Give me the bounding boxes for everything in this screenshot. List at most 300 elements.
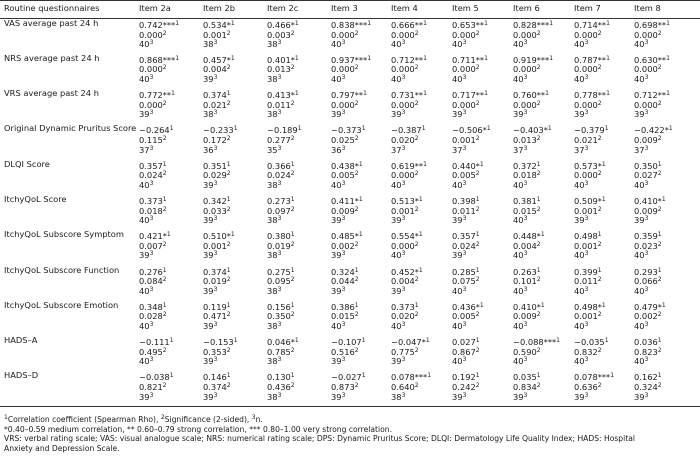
sample-size-value: $39^3$	[203, 356, 218, 367]
coefficient-value: 0.698**$^1$	[634, 20, 670, 30]
sample-size-value: $40^3$	[634, 285, 649, 296]
coefficient-value: 0.401*$^1$	[267, 54, 299, 65]
significance-value: 0.024$^2$	[139, 170, 167, 181]
coefficient-value: $-0.027^1$	[331, 372, 366, 383]
coefficient-value: $-0.264^1$	[139, 125, 174, 136]
significance-value: 0.867$^2$	[452, 346, 480, 357]
coefficient-value: 0.357$^1$	[139, 160, 167, 171]
sample-size-value: $39^3$	[513, 109, 528, 120]
coefficient-value: 0.554*$^1$	[391, 231, 423, 242]
sample-size-value: $39^3$	[634, 391, 649, 402]
coefficient-value: 0.146$^1$	[203, 372, 231, 383]
coefficient-value: 0.712**$^1$	[391, 54, 427, 65]
correlation-cell	[509, 371, 570, 406]
correlation-cell	[387, 301, 448, 336]
sample-size-value: $39^3$	[139, 391, 154, 402]
table-row	[0, 336, 700, 371]
coefficient-value: 0.868***$^1$	[139, 54, 180, 65]
correlation-cell	[387, 124, 448, 159]
coefficient-value: 0.619**$^1$	[391, 160, 427, 171]
significance-value: 0.832$^2$	[574, 346, 602, 357]
coefficient-value: 0.359$^1$	[634, 231, 662, 242]
correlation-cell	[263, 266, 327, 301]
correlation-cell	[199, 160, 263, 195]
significance-value: 0.353$^2$	[203, 346, 231, 357]
coefficient-value: 0.366$^1$	[267, 160, 295, 171]
sample-size-value: $40^3$	[574, 321, 589, 332]
sample-size-value: $40^3$	[452, 179, 467, 190]
significance-value: 0.005$^2$	[452, 170, 480, 181]
sample-size-value: $40^3$	[139, 39, 154, 50]
sample-size-value: $39^3$	[203, 321, 218, 332]
row-label: NRS average past 24 h	[4, 52, 100, 63]
sample-size-value: $40^3$	[139, 73, 154, 84]
correlation-cell	[263, 195, 327, 230]
sample-size-value: $39^3$	[331, 250, 346, 261]
significance-value: 0.775$^2$	[391, 346, 419, 357]
correlation-cell	[570, 301, 630, 336]
significance-value: 0.000$^2$	[513, 29, 541, 40]
table-row	[0, 160, 700, 195]
correlation-cell	[448, 371, 509, 406]
correlation-cell	[570, 195, 630, 230]
sample-size-value: $40^3$	[574, 250, 589, 261]
row-label: VRS average past 24 h	[4, 88, 99, 99]
coefficient-value: 0.742***$^1$	[139, 20, 180, 30]
correlation-cell	[570, 19, 630, 54]
footnotes	[4, 415, 696, 453]
sample-size-value: $40^3$	[634, 73, 649, 84]
sample-size-value: $38^3$	[267, 39, 282, 50]
significance-value: 0.000$^2$	[452, 64, 480, 75]
sample-size-value: $39^3$	[452, 109, 467, 120]
sample-size-value: $40^3$	[331, 321, 346, 332]
correlation-cell	[448, 160, 509, 195]
correlation-cell	[263, 336, 327, 371]
sample-size-value: $37^3$	[634, 144, 649, 155]
correlation-cell	[509, 266, 570, 301]
sample-size-value: $38^3$	[391, 391, 406, 402]
significance-value: 0.000$^2$	[139, 99, 167, 110]
correlation-cell	[135, 371, 199, 406]
significance-value: 0.013$^2$	[513, 134, 541, 145]
coefficient-value: $-0.038^1$	[139, 372, 174, 383]
significance-value: 0.000$^2$	[331, 29, 359, 40]
coefficient-value: 0.714**$^1$	[574, 20, 610, 30]
coefficient-value: 0.285$^1$	[452, 266, 480, 277]
significance-value: 0.011$^2$	[452, 205, 480, 216]
sample-size-value: $39^3$	[574, 215, 589, 226]
sample-size-value: $38^3$	[267, 179, 282, 190]
sample-size-value: $39^3$	[331, 109, 346, 120]
row-label: ItchyQoL Subscore Emotion	[4, 299, 119, 310]
coefficient-value: 0.479*$^1$	[634, 301, 666, 312]
significance-value: 0.097$^2$	[267, 205, 295, 216]
correlation-cell	[448, 89, 509, 124]
significance-value: 0.000$^2$	[452, 99, 480, 110]
sample-size-value: $40^3$	[391, 321, 406, 332]
significance-value: 0.018$^2$	[513, 170, 541, 181]
significance-value: 0.001$^2$	[203, 29, 231, 40]
correlation-cell	[448, 336, 509, 371]
coefficient-value: 0.919***$^1$	[513, 54, 554, 65]
coefficient-value: 0.381$^1$	[513, 195, 541, 206]
correlation-cell	[327, 371, 387, 406]
correlation-cell	[387, 371, 448, 406]
significance-value: 0.821$^2$	[139, 382, 167, 393]
sample-size-value: $39^3$	[634, 215, 649, 226]
sample-size-value: $37^3$	[139, 144, 154, 155]
sample-size-value: $40^3$	[574, 356, 589, 367]
sample-size-value: $40^3$	[634, 250, 649, 261]
significance-value: 0.000$^2$	[391, 240, 419, 251]
correlation-cell	[509, 19, 570, 54]
significance-value: 0.044$^2$	[331, 276, 359, 287]
coefficient-value: 0.130$^1$	[267, 372, 295, 383]
coefficient-value: 0.357$^1$	[452, 231, 480, 242]
table-row	[0, 19, 700, 54]
significance-value: 0.066$^2$	[634, 276, 662, 287]
significance-value: 0.001$^2$	[203, 240, 231, 251]
coefficient-value: 0.653**$^1$	[452, 20, 488, 30]
sample-size-value: $39^3$	[331, 391, 346, 402]
significance-value: 0.590$^2$	[513, 346, 541, 357]
sample-size-value: $40^3$	[634, 179, 649, 190]
sample-size-value: $39^3$	[513, 391, 528, 402]
correlation-cell	[570, 371, 630, 406]
coefficient-value: 0.374$^1$	[203, 90, 231, 101]
sample-size-value: $40^3$	[574, 179, 589, 190]
coefficient-value: 0.711**$^1$	[452, 54, 488, 65]
coefficient-value: 0.509*$^1$	[574, 195, 606, 206]
correlation-cell	[630, 54, 700, 89]
sample-size-value: $38^3$	[267, 321, 282, 332]
coefficient-value: 0.413*$^1$	[267, 90, 299, 101]
correlation-cell	[570, 89, 630, 124]
column-header-item: Item 7	[574, 3, 601, 14]
sample-size-value: $37^3$	[391, 144, 406, 155]
coefficient-value: 0.436*$^1$	[452, 301, 484, 312]
sample-size-value: $39^3$	[203, 285, 218, 296]
correlation-cell	[448, 124, 509, 159]
correlation-cell	[135, 230, 199, 265]
table-row	[0, 54, 700, 89]
correlation-cell	[327, 89, 387, 124]
significance-value: 0.636$^2$	[574, 382, 602, 393]
correlation-cell	[448, 54, 509, 89]
significance-value: 0.000$^2$	[574, 29, 602, 40]
column-header-item: Item 2c	[267, 3, 299, 14]
coefficient-value: 0.717**$^1$	[452, 90, 488, 101]
significance-value: 0.013$^2$	[267, 64, 295, 75]
coefficient-value: 0.937***$^1$	[331, 54, 372, 65]
coefficient-value: 0.438*$^1$	[331, 160, 363, 171]
sample-size-value: $40^3$	[391, 250, 406, 261]
correlation-cell	[448, 230, 509, 265]
table-row	[0, 195, 700, 230]
coefficient-value: 0.485*$^1$	[331, 231, 363, 242]
sample-size-value: $38^3$	[267, 391, 282, 402]
correlation-cell	[135, 266, 199, 301]
significance-value: 0.000$^2$	[634, 64, 662, 75]
coefficient-value: $-0.153^1$	[203, 337, 238, 348]
sample-size-value: $39^3$	[452, 215, 467, 226]
sample-size-value: $40^3$	[634, 39, 649, 50]
sample-size-value: $37^3$	[513, 144, 528, 155]
significance-value: 0.021$^2$	[574, 134, 602, 145]
correlation-cell	[199, 230, 263, 265]
sample-size-value: $39^3$	[391, 356, 406, 367]
correlation-cell	[387, 266, 448, 301]
coefficient-value: 0.386$^1$	[331, 301, 359, 312]
coefficient-value: 0.293$^1$	[634, 266, 662, 277]
significance-value: 0.004$^2$	[513, 240, 541, 251]
correlation-cell	[509, 54, 570, 89]
sample-size-value: $36^3$	[203, 144, 218, 155]
correlation-cell	[387, 19, 448, 54]
sample-size-value: $40^3$	[391, 39, 406, 50]
coefficient-value: 0.828***$^1$	[513, 20, 554, 30]
sample-size-value: $37^3$	[452, 144, 467, 155]
significance-value: 0.115$^2$	[139, 134, 167, 145]
coefficient-value: 0.573*$^1$	[574, 160, 606, 171]
coefficient-value: 0.035$^1$	[513, 372, 541, 383]
sample-size-value: $40^3$	[513, 215, 528, 226]
coefficient-value: 0.498*$^1$	[574, 301, 606, 312]
significance-value: 0.000$^2$	[574, 64, 602, 75]
sample-size-value: $39^3$	[331, 285, 346, 296]
coefficient-value: 0.192$^1$	[452, 372, 480, 383]
coefficient-value: 0.046*$^1$	[267, 337, 299, 348]
column-header-item: Item 4	[391, 3, 418, 14]
sample-size-value: $40^3$	[513, 356, 528, 367]
sample-size-value: $40^3$	[139, 356, 154, 367]
significance-value: 0.001$^2$	[574, 205, 602, 216]
sample-size-value: $39^3$	[391, 109, 406, 120]
significance-value: 0.075$^2$	[452, 276, 480, 287]
sample-size-value: $39^3$	[139, 250, 154, 261]
correlation-cell	[509, 195, 570, 230]
table-row	[0, 89, 700, 124]
sample-size-value: $40^3$	[513, 179, 528, 190]
coefficient-value: 0.156$^1$	[267, 301, 295, 312]
significance-value: 0.024$^2$	[452, 240, 480, 251]
coefficient-value: 0.772**$^1$	[139, 90, 175, 101]
coefficient-value: 0.457*$^1$	[203, 54, 235, 65]
significance-value: 0.172$^2$	[203, 134, 231, 145]
coefficient-value: 0.410*$^1$	[634, 195, 666, 206]
correlation-cell	[570, 266, 630, 301]
significance-value: 0.000$^2$	[574, 170, 602, 181]
significance-value: 0.009$^2$	[634, 205, 662, 216]
coefficient-value: $-0.387^1$	[391, 125, 426, 136]
significance-value: 0.000$^2$	[391, 29, 419, 40]
significance-value: 0.000$^2$	[452, 29, 480, 40]
coefficient-value: $-0.107^1$	[331, 337, 366, 348]
correlation-cell	[327, 54, 387, 89]
significance-value: 0.024$^2$	[267, 170, 295, 181]
correlation-cell	[263, 371, 327, 406]
significance-value: 0.018$^2$	[139, 205, 167, 216]
coefficient-value: 0.078***$^1$	[574, 372, 615, 383]
coefficient-value: $-0.189^1$	[267, 125, 302, 136]
significance-value: 0.000$^2$	[391, 99, 419, 110]
coefficient-value: 0.452*$^1$	[391, 266, 423, 277]
significance-value: 0.001$^2$	[452, 134, 480, 145]
column-header-item: Item 2b	[203, 3, 236, 14]
sample-size-value: $38^3$	[267, 73, 282, 84]
coefficient-value: 0.787**$^1$	[574, 54, 610, 65]
significance-value: 0.011$^2$	[574, 276, 602, 287]
sample-size-value: $40^3$	[452, 39, 467, 50]
significance-value: 0.007$^2$	[139, 240, 167, 251]
sample-size-value: $40^3$	[139, 179, 154, 190]
significance-value: 0.015$^2$	[513, 205, 541, 216]
row-label: ItchyQoL Subscore Function	[4, 264, 120, 275]
correlation-cell	[199, 89, 263, 124]
significance-value: 0.005$^2$	[331, 170, 359, 181]
sample-size-value: $39^3$	[452, 250, 467, 261]
coefficient-value: 0.078***$^1$	[391, 372, 432, 383]
table-header	[0, 1, 700, 19]
header-row	[0, 1, 700, 19]
correlation-cell	[199, 54, 263, 89]
coefficient-value: 0.411*$^1$	[331, 195, 363, 206]
coefficient-value: −0.403*$^1$	[513, 125, 552, 136]
sample-size-value: $40^3$	[139, 321, 154, 332]
sample-size-value: $39^3$	[574, 391, 589, 402]
correlation-cell	[199, 371, 263, 406]
correlation-cell	[630, 160, 700, 195]
significance-value: 0.000$^2$	[139, 29, 167, 40]
table-row	[0, 230, 700, 265]
row-label: Original Dynamic Pruritus Score	[4, 123, 137, 134]
coefficient-value: 0.027$^1$	[452, 337, 480, 348]
correlation-cell	[327, 266, 387, 301]
significance-value: 0.023$^2$	[634, 240, 662, 251]
correlation-cell	[327, 230, 387, 265]
coefficient-value: 0.398$^1$	[452, 195, 480, 206]
sample-size-value: $40^3$	[513, 39, 528, 50]
sample-size-value: $39^3$	[203, 250, 218, 261]
correlation-cell	[327, 195, 387, 230]
significance-value: 0.033$^2$	[203, 205, 231, 216]
coefficient-value: 0.410*$^1$	[513, 301, 545, 312]
significance-value: 0.011$^2$	[267, 99, 295, 110]
sample-size-value: $38^3$	[267, 250, 282, 261]
correlation-cell	[448, 266, 509, 301]
sample-size-value: $39^3$	[203, 73, 218, 84]
coefficient-value: 0.510*$^1$	[203, 231, 235, 242]
significance-value: 0.823$^2$	[634, 346, 662, 357]
sample-size-value: $40^3$	[452, 356, 467, 367]
correlation-cell	[135, 301, 199, 336]
significance-value: 0.001$^2$	[391, 205, 419, 216]
significance-value: 0.000$^2$	[331, 64, 359, 75]
correlation-cell	[630, 124, 700, 159]
coefficient-value: 0.373$^1$	[139, 195, 167, 206]
sample-size-value: $40^3$	[331, 73, 346, 84]
correlation-cell	[570, 54, 630, 89]
sample-size-value: $40^3$	[634, 356, 649, 367]
sample-size-value: $40^3$	[634, 321, 649, 332]
coefficient-value: 0.778**$^1$	[574, 90, 610, 101]
significance-value: 0.009$^2$	[513, 311, 541, 322]
coefficient-value: $-0.035^1$	[574, 337, 609, 348]
sample-size-value: $40^3$	[513, 73, 528, 84]
coefficient-value: 0.498$^1$	[574, 231, 602, 242]
correlation-cell	[263, 301, 327, 336]
correlation-cell	[263, 230, 327, 265]
significance-value: 0.019$^2$	[203, 276, 231, 287]
row-label: ItchyQoL Subscore Symptom	[4, 229, 124, 240]
coefficient-value: 0.760**$^1$	[513, 90, 549, 101]
significance-value: 0.095$^2$	[267, 276, 295, 287]
row-label: ItchyQoL Score	[4, 193, 67, 204]
significance-value: 0.000$^2$	[513, 99, 541, 110]
sample-size-value: $39^3$	[574, 109, 589, 120]
column-header-item: Item 6	[513, 3, 540, 14]
correlation-cell	[570, 230, 630, 265]
correlation-cell	[387, 89, 448, 124]
coefficient-value: −0.047*$^1$	[391, 337, 430, 348]
sample-size-value: $40^3$	[452, 73, 467, 84]
coefficient-value: 0.399$^1$	[574, 266, 602, 277]
correlation-cell	[135, 160, 199, 195]
significance-value: 0.000$^2$	[331, 99, 359, 110]
table-row	[0, 371, 700, 406]
sample-size-value: $39^3$	[391, 215, 406, 226]
sample-size-value: $39^3$	[203, 391, 218, 402]
sample-size-value: $40^3$	[452, 285, 467, 296]
row-label: HADS–D	[4, 370, 39, 381]
coefficient-value: −0.506*$^1$	[452, 125, 491, 136]
column-header-item: Item 3	[331, 3, 358, 14]
significance-value: 0.002$^2$	[634, 311, 662, 322]
correlation-cell	[199, 336, 263, 371]
coefficient-value: 0.350$^1$	[634, 160, 662, 171]
sample-size-value: $36^3$	[331, 144, 346, 155]
correlation-cell	[263, 89, 327, 124]
significance-value: 0.021$^2$	[203, 99, 231, 110]
correlation-cell	[630, 195, 700, 230]
significance-value: 0.020$^2$	[391, 134, 419, 145]
sample-size-value: $39^3$	[203, 179, 218, 190]
correlation-cell	[327, 124, 387, 159]
coefficient-value: 0.276$^1$	[139, 266, 167, 277]
coefficient-value: 0.534*$^1$	[203, 20, 235, 30]
correlation-cell	[327, 160, 387, 195]
coefficient-value: 0.348$^1$	[139, 301, 167, 312]
footnote-abbreviations-cont: Anxiety and Depression Scale.	[4, 443, 120, 453]
sample-size-value: $37^3$	[574, 144, 589, 155]
correlation-cell	[509, 89, 570, 124]
sample-size-value: $39^3$	[331, 215, 346, 226]
correlation-cell	[509, 336, 570, 371]
significance-value: 0.027$^2$	[634, 170, 662, 181]
sample-size-value: $39^3$	[391, 285, 406, 296]
coefficient-value: 0.273$^1$	[267, 195, 295, 206]
coefficient-value: 0.440*$^1$	[452, 160, 484, 171]
sample-size-value: $40^3$	[391, 179, 406, 190]
significance-value: 0.873$^2$	[331, 382, 359, 393]
correlation-cell	[263, 54, 327, 89]
coefficient-value: 0.374$^1$	[203, 266, 231, 277]
significance-value: 0.350$^2$	[267, 311, 295, 322]
correlation-cell	[630, 301, 700, 336]
coefficient-value: $-0.373^1$	[331, 125, 366, 136]
coefficient-value: 0.712**$^1$	[634, 90, 670, 101]
